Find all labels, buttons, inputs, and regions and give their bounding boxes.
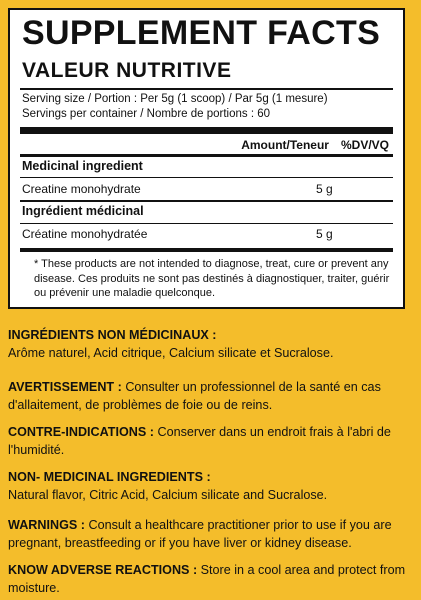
section-text: Consult a healthcare practitioner prior to use if you are pregnant, breastfeeding or if you have liver or kidney disease. <box>8 518 392 550</box>
column-headers <box>241 138 389 152</box>
section-text: Arôme naturel, Acid citrique, Calcium silicate et Sucralose. <box>8 346 334 360</box>
section-label: KNOW ADVERSE REACTIONS : <box>8 563 198 577</box>
disclaimer-footnote: * These products are not intended to diagnose, treat, cure or prevent any disease. Ces produits ne sont pas destinés à diagnostiquer, traiter, guérir ou prévenir une maladie quelconque. <box>34 258 390 299</box>
section-label: INGRÉDIENTS NON MÉDICINAUX : <box>8 328 217 342</box>
serving-size: Serving size / Portion : Per 5g (1 scoop) / Par 5g (1 mesure) <box>22 93 328 105</box>
section-title-fr: Ingrédient médicinal <box>22 204 144 218</box>
divider <box>20 200 393 202</box>
ingredient-amount: 5 g <box>316 182 333 196</box>
ingredient-row <box>22 182 393 196</box>
panel-title: SUPPLEMENT FACTS <box>22 14 381 52</box>
section-label: WARNINGS : <box>8 518 85 532</box>
ingredient-row <box>22 227 393 241</box>
section-text: Store in a cool area and protect from moisture. <box>8 563 406 595</box>
section-text: Conserver dans un endroit frais à l'abri de l'humidité. <box>8 425 391 457</box>
section-text: Natural flavor, Citric Acid, Calcium silicate and Sucralose. <box>8 488 328 502</box>
header-amount: Amount/Teneur <box>241 138 329 152</box>
warning-fr <box>8 378 413 414</box>
non-medicinal-ingredients-fr <box>8 326 413 362</box>
section-label: CONTRE-INDICATIONS : <box>8 425 154 439</box>
section-title-en: Medicinal ingredient <box>22 159 143 173</box>
section-text: Consulter un professionnel de la santé en cas d'allaitement, de problèmes de foie ou de reins. <box>8 380 381 412</box>
thick-divider <box>20 248 393 252</box>
header-dv: %DV/VQ <box>340 138 389 152</box>
divider <box>20 177 393 178</box>
contra-indications-fr <box>8 423 413 459</box>
panel-subtitle: VALEUR NUTRITIVE <box>22 59 232 82</box>
divider <box>20 154 393 157</box>
servings-per-container: Servings per container / Nombre de portions : 60 <box>22 108 271 120</box>
ingredient-amount: 5 g <box>316 227 333 241</box>
supplement-facts-panel <box>8 8 405 309</box>
divider <box>20 223 393 224</box>
adverse-reactions-en <box>8 561 413 597</box>
section-label: AVERTISSEMENT : <box>8 380 122 394</box>
thick-divider <box>20 127 393 134</box>
section-label: NON- MEDICINAL INGREDIENTS : <box>8 470 211 484</box>
warnings-en <box>8 516 413 552</box>
non-medicinal-ingredients-en <box>8 468 413 504</box>
ingredient-name: Creatine monohydrate <box>22 182 141 196</box>
divider <box>20 88 393 90</box>
ingredient-name: Créatine monohydratée <box>22 227 148 241</box>
